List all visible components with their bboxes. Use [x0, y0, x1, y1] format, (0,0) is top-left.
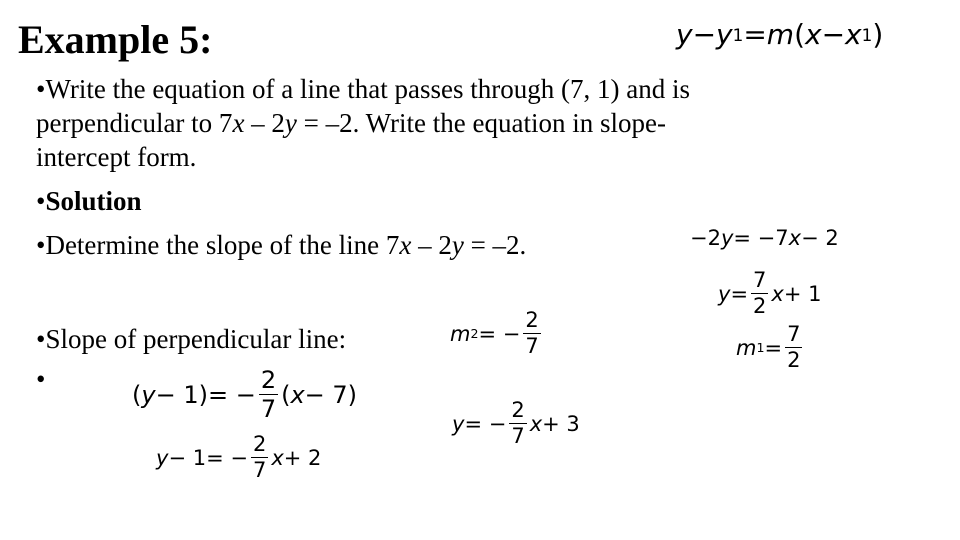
- solution-heading: •Solution: [36, 186, 142, 216]
- problem-line-3: intercept form.: [36, 142, 197, 172]
- point-slope-substituted: ( y − 1) = − $\frac{2}{7}$ ( x − 7): [132, 366, 358, 423]
- problem-statement: •Write the equation of a line that passes through (7, 1) and is perpendicular to 7x – 2y = –2. Write the equation in slope- intercept form.: [36, 74, 690, 172]
- empty-bullet: •: [36, 364, 46, 394]
- perpendicular-slope: m 2 = − $\frac{2}{7}$: [450, 308, 539, 358]
- slide-title: Example 5:: [18, 17, 213, 62]
- bullet-marker: •: [36, 74, 46, 104]
- equation-rearranged: −2 y = −7 x − 2: [690, 226, 839, 250]
- equation-slope-intercept: y = $\frac{7}{2}$ x + 1: [718, 268, 822, 318]
- point-slope-formula: y − y 1 = m ( x − x 1 ): [676, 18, 884, 51]
- distributed-equation: y − 1 = − $\frac{2}{7}$ x + 2: [156, 432, 322, 482]
- problem-line-1: Write the equation of a line that passes through (7, 1) and is: [45, 74, 690, 104]
- determine-slope-step: •Determine the slope of the line 7x – 2y = –2.: [36, 230, 527, 260]
- original-slope: m 1 = $\frac{7}{2}$: [736, 322, 801, 372]
- final-answer-equation: y = − $\frac{2}{7}$ x + 3: [452, 398, 580, 448]
- perpendicular-slope-label: •Slope of perpendicular line:: [36, 324, 347, 354]
